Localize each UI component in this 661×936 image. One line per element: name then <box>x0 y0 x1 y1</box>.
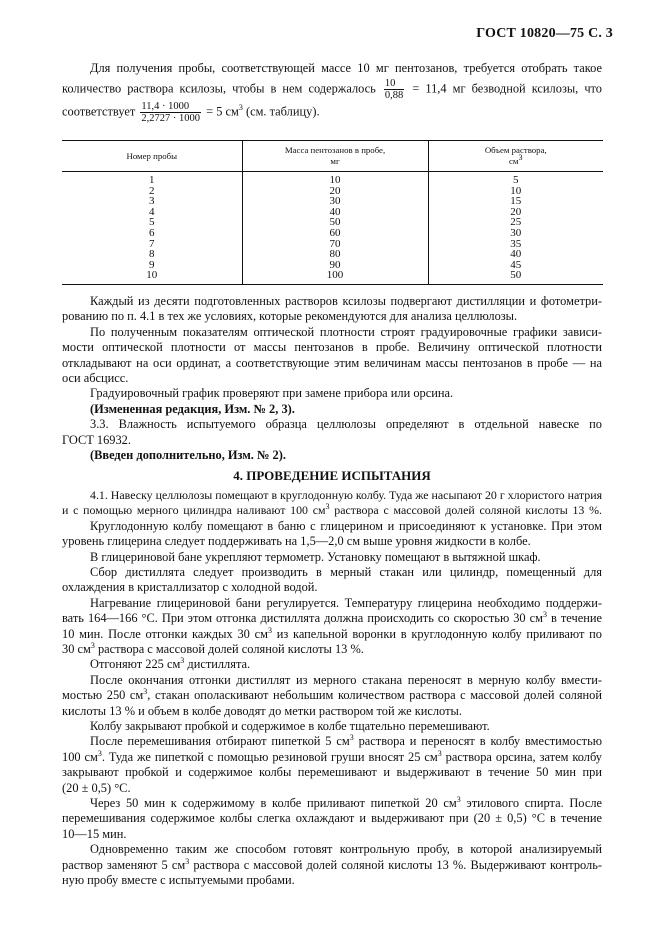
text-span: ную пробу вместе с испытуемыми пробами. <box>62 873 295 888</box>
table-cell: 7 <box>149 237 155 250</box>
text-span: соответствует <box>62 103 136 118</box>
text-span: этилового спирта. После <box>460 796 602 810</box>
text-span: Одновременно таким же способом готовят контрольную пробу, в которой анализируемый <box>90 842 602 857</box>
header-unit: мг <box>330 156 340 166</box>
text-line <box>62 781 602 796</box>
text-span: Каждый из десяти подготовленных растворов ксилозы подвергают дистилляции и фотометри- <box>90 294 602 308</box>
text-line <box>62 340 602 355</box>
superscript: 3 <box>543 610 547 619</box>
text-span: охлаждения в кристаллизатор с холодной водой. <box>62 580 318 595</box>
table-cell: 45 <box>428 260 603 271</box>
text-span: Сбор дистиллята следует производить в мерный стакан или цилиндр, помещенный для <box>90 564 602 579</box>
text-span: из капельной воронки в круглодонную колбу приливают по <box>271 626 602 641</box>
text-span: 30 см <box>62 641 91 656</box>
table-cell: 9 <box>149 258 155 271</box>
header-text: Масса пентозанов в пробе, <box>284 145 386 155</box>
superscript: 3 <box>180 656 185 666</box>
pentosan-table <box>62 140 603 285</box>
table-cell: 10 <box>62 270 242 284</box>
text-span: 10—15 мин. <box>62 826 127 841</box>
text-span: закрывают пробкой и содержимое колбы перемешивают и выдерживают в течение 50 мин при <box>62 765 602 780</box>
table-cell: 20 <box>242 186 428 197</box>
text-span: После перемешивания отбирают пипеткой 5 см <box>90 734 350 749</box>
text-line <box>62 627 602 642</box>
text-span: 4.1. Навеску целлюлозы помещают в круглодонную колбу. Туда же насыпают 20 г хлористого натрия <box>90 487 603 502</box>
superscript: 3 <box>143 687 148 697</box>
text-line <box>62 519 602 534</box>
text-span: откладывают на оси ординат, а соответствующие этим величинам массы пентозанов в пробе — на <box>62 355 602 370</box>
text-line <box>62 858 602 873</box>
text-span: и с помощью мерного цилиндра наливают 100 см <box>62 503 326 518</box>
text-span: 100 см <box>62 749 98 764</box>
text-span: В глицериновой бане укрепляют термометр. Установку помещают в вытяжной шкаф. <box>90 549 541 564</box>
header-text: Номер пробы <box>126 150 178 161</box>
table-header-cell <box>62 141 242 172</box>
header-text: Объем раствора, <box>484 145 547 155</box>
superscript: 3 <box>90 640 95 650</box>
superscript: 3 <box>185 856 190 866</box>
text-line <box>62 386 602 401</box>
table-cell: 40 <box>242 207 428 218</box>
text-span: кислоты 13 % и объем в колбе доводят до метки раствором той же кислоты. <box>62 703 462 718</box>
fraction-denominator: 0,88 <box>384 89 404 101</box>
text-span: мости оптической плотности от массы пентозанов в пробе. Величину оптической плотности <box>62 340 602 355</box>
table-cell: 30 <box>428 228 603 239</box>
table-row <box>62 172 603 186</box>
table-cell: 80 <box>242 249 428 260</box>
text-line <box>62 60 602 78</box>
text-line <box>62 294 602 309</box>
text-span: ГОСТ 16932. <box>62 432 131 447</box>
text-line <box>62 688 602 703</box>
table-cell: 60 <box>242 228 428 239</box>
table-cell: 4 <box>149 205 155 218</box>
table-cell: 10 <box>242 172 428 186</box>
table-row <box>62 270 603 284</box>
table-cell: 2 <box>149 184 155 197</box>
text-line <box>62 734 602 749</box>
text-span: Нагревание глицериновой бани регулируется. Температуру глицерина необходимо поддержи- <box>90 595 602 610</box>
amendment-note <box>62 402 602 417</box>
table-cell: 40 <box>428 249 603 260</box>
page-header: ГОСТ 10820—75 С. 3 <box>476 26 613 41</box>
header-unit: см <box>509 156 519 166</box>
superscript: 3 <box>518 153 523 163</box>
text-span: 10 мин. После отгонки каждых 30 см <box>62 626 268 641</box>
text-line <box>62 356 602 371</box>
fraction-volume <box>140 101 201 124</box>
text-span: мостью 250 см <box>62 688 144 703</box>
text-line <box>62 550 602 565</box>
superscript: 3 <box>267 625 272 635</box>
text-line <box>62 611 602 626</box>
text-span: . Туда же пипеткой с помощью резиновой груши вносят 25 см <box>101 749 438 764</box>
text-span: , стакан ополаскивают небольшим количеством раствора с массовой долей соляной <box>147 688 602 703</box>
table-cell: 50 <box>428 270 603 284</box>
text-line <box>62 596 602 611</box>
text-span: количество раствора ксилозы, чтобы в нем содержалось <box>62 80 376 95</box>
text-span: Для получения пробы, соответствующей массе 10 мг пентозанов, требуется отобрать такое <box>90 61 602 75</box>
text-span: (см. таблицу). <box>242 103 320 118</box>
text-span: Круглодонную колбу помещают в баню с глицерином и присоединяют к установке. При этом <box>90 518 602 533</box>
text-line <box>62 488 602 503</box>
text-line <box>62 657 602 672</box>
table-row <box>62 228 603 239</box>
table-cell: 1 <box>149 174 155 186</box>
superscript: 3 <box>456 794 461 804</box>
text-span: Отгоняют 225 см <box>90 657 181 672</box>
table-cell: 10 <box>428 186 603 197</box>
text-line <box>62 101 602 124</box>
table-cell: 35 <box>428 239 603 250</box>
table-cell: 70 <box>242 239 428 250</box>
body-text <box>62 294 602 888</box>
fraction-numerator: 10 <box>384 78 404 90</box>
text-span: Колбу закрывают пробкой и содержимое в колбе тщательно перемешивают. <box>90 718 490 733</box>
text-span: (Измененная редакция, Изм. № 2, 3). <box>90 401 295 416</box>
text-span: раствора орсина, затем колбу <box>441 749 602 764</box>
text-span: 3.3. Влажность испытуемого образца целлюлозы определяют в отдельной навеске по <box>90 417 602 432</box>
text-span: Градуировочный график проверяют при замене прибора или орсина. <box>90 386 454 401</box>
table-cell: 3 <box>149 195 155 208</box>
table-header-row <box>62 141 603 172</box>
text-span: раствора с массовой долей соляной кислоты 13 %. <box>94 641 364 656</box>
text-span: (20 ± 0,5) °С. <box>62 780 131 795</box>
text-line <box>62 765 602 780</box>
text-span: перемешивания содержимое колбы слегка охлаждают и выдерживают при (20 ± 0,5) °С в течение <box>62 811 602 826</box>
amendment-note <box>62 448 602 463</box>
text-line <box>62 842 602 857</box>
text-span: = 11,4 мг безводной ксилозы, что <box>412 80 602 95</box>
text-line <box>62 417 602 432</box>
table-cell: 15 <box>428 196 603 207</box>
superscript: 3 <box>349 733 354 743</box>
text-span: (Введен дополнительно, Изм. № 2). <box>90 448 286 463</box>
text-line <box>62 673 602 688</box>
text-line <box>62 371 602 386</box>
table-cell: 20 <box>428 207 603 218</box>
table-cell: 90 <box>242 260 428 271</box>
text-span: Через 50 мин к содержимому в колбе приливают пипеткой 20 см <box>90 796 457 810</box>
table-cell: 30 <box>242 196 428 207</box>
text-span: в течение <box>547 611 602 626</box>
table-cell: 50 <box>242 217 428 228</box>
text-line <box>62 433 602 448</box>
text-line <box>62 704 602 719</box>
text-line <box>62 827 602 842</box>
table-cell: 6 <box>149 226 155 239</box>
text-span: уровень глицерина следует поддерживать на 1,5—2,0 см выше уровня жидкости в колбе. <box>62 534 531 549</box>
table-cell: 100 <box>242 270 428 284</box>
text-line <box>62 78 602 101</box>
superscript: 3 <box>97 748 102 758</box>
text-line <box>62 503 602 518</box>
text-span: = 5 см <box>206 103 239 118</box>
table-cell: 5 <box>149 216 155 229</box>
text-line <box>62 811 602 826</box>
superscript: 3 <box>325 502 330 512</box>
text-span: раствора с массовой долей соляной кислоты 13 %. <box>329 503 602 518</box>
text-span: раствор заменяют 5 см <box>62 857 186 872</box>
text-span: вать 164—166 °С. При этом отгонка дистиллята должна происходить со скоростью 30 см <box>62 611 543 626</box>
text-line <box>62 642 602 657</box>
text-line <box>62 873 602 888</box>
section-title: 4. ПРОВЕДЕНИЕ ИСПЫТАНИЯ <box>233 468 431 484</box>
text-line <box>62 750 602 765</box>
intro-paragraph <box>62 60 602 124</box>
table-header-cell <box>242 141 428 172</box>
text-line <box>62 719 602 734</box>
text-span: После окончания отгонки дистиллят из мерного стакана переносят в мерную колбу вмести- <box>90 672 602 687</box>
text-span: дистиллята. <box>184 657 251 672</box>
text-span: оси абсцисс. <box>62 371 129 386</box>
text-span: раствора и переносят в колбу вместимостью <box>353 734 602 749</box>
superscript: 3 <box>437 748 442 758</box>
fraction-denominator: 2,2727 · 1000 <box>141 112 201 124</box>
table-cell: 25 <box>428 217 603 228</box>
text-span: По полученным показателям оптической плотности строят градуировочные графики зависи- <box>90 324 602 339</box>
text-line <box>62 796 602 811</box>
fraction-numerator: 11,4 · 1000 <box>140 101 201 113</box>
fraction-10-088 <box>384 78 404 101</box>
text-line <box>62 565 602 580</box>
table-cell: 5 <box>428 172 603 186</box>
text-line <box>62 325 602 340</box>
text-line <box>62 309 602 324</box>
text-line <box>62 534 602 549</box>
table-header-cell <box>428 141 603 172</box>
text-span: раствора с массовой долей соляной кислоты 13 %. Выдерживают контроль- <box>189 857 603 872</box>
superscript: 3 <box>238 102 243 112</box>
text-span: рованию по п. 4.1 в тех же условиях, которые рекомендуются для анализа целлюлозы. <box>62 309 518 324</box>
table-cell: 8 <box>149 248 155 261</box>
text-line <box>62 580 602 595</box>
